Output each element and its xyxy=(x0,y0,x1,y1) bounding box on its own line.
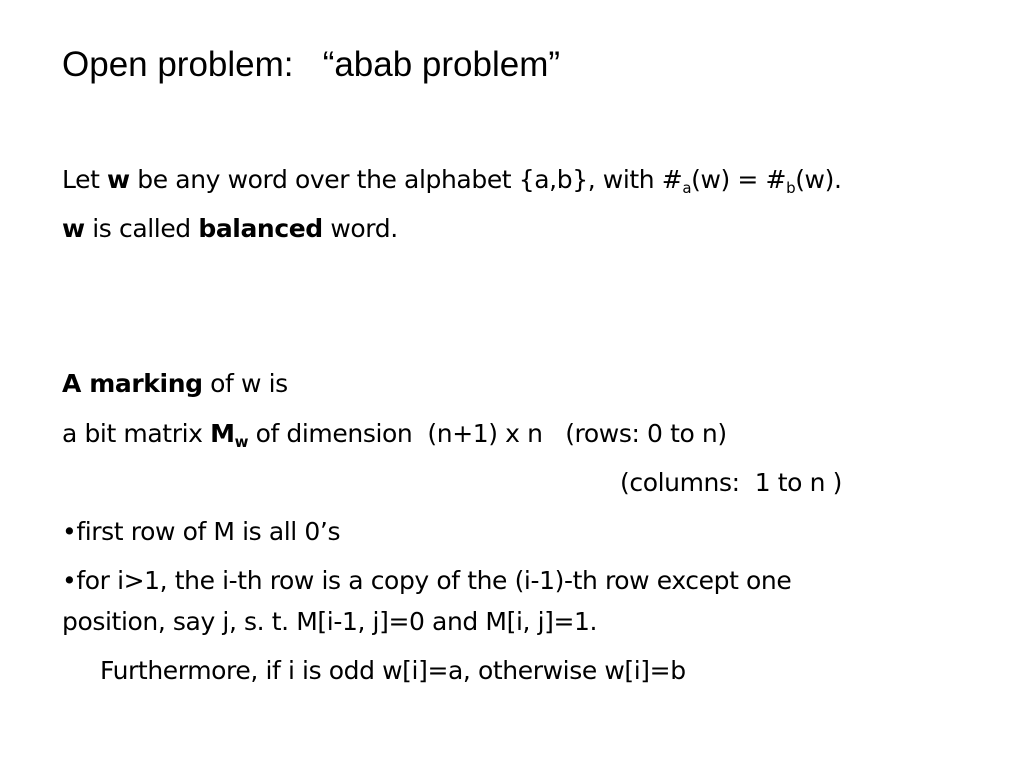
definition-line xyxy=(62,164,842,196)
bullet-first-row: •first row of M is all 0’s xyxy=(62,517,341,546)
definition-end: (w). xyxy=(795,165,842,194)
matrix-prefix: a bit matrix xyxy=(62,419,211,448)
matrix-sub-w: w xyxy=(234,433,249,451)
balanced-word: word. xyxy=(322,214,398,243)
matrix-M: M xyxy=(210,419,235,448)
marking-term: A marking xyxy=(62,369,203,398)
matrix-rest: of dimension (n+1) x n (rows: 0 to n) xyxy=(248,419,727,448)
definition-mid: (w) = # xyxy=(691,165,787,194)
definition-sub-b: b xyxy=(786,179,796,197)
balanced-is-called: is called xyxy=(84,214,199,243)
definition-sub-a: a xyxy=(682,179,692,197)
balanced-term: balanced xyxy=(198,214,323,243)
bullet-copy-row-cont: position, say j, s. t. M[i-1, j]=0 and M[i, j]=1. xyxy=(62,607,598,636)
marking-of-w: of w is xyxy=(202,369,288,398)
definition-rest: be any word over the alphabet {a,b}, with # xyxy=(129,165,683,194)
matrix-line xyxy=(62,418,727,450)
balanced-w: w xyxy=(62,214,85,243)
definition-w: w xyxy=(107,165,130,194)
balanced-line xyxy=(62,213,398,245)
marking-line xyxy=(62,368,288,400)
slide-title: Open problem: “abab problem” xyxy=(62,45,561,84)
bullet-copy-row: •for i>1, the i-th row is a copy of the (i-1)-th row except one xyxy=(62,566,792,595)
furthermore-line: Furthermore, if i is odd w[i]=a, otherwise w[i]=b xyxy=(100,656,686,685)
columns-line: (columns: 1 to n ) xyxy=(620,468,842,497)
definition-let: Let xyxy=(62,165,108,194)
